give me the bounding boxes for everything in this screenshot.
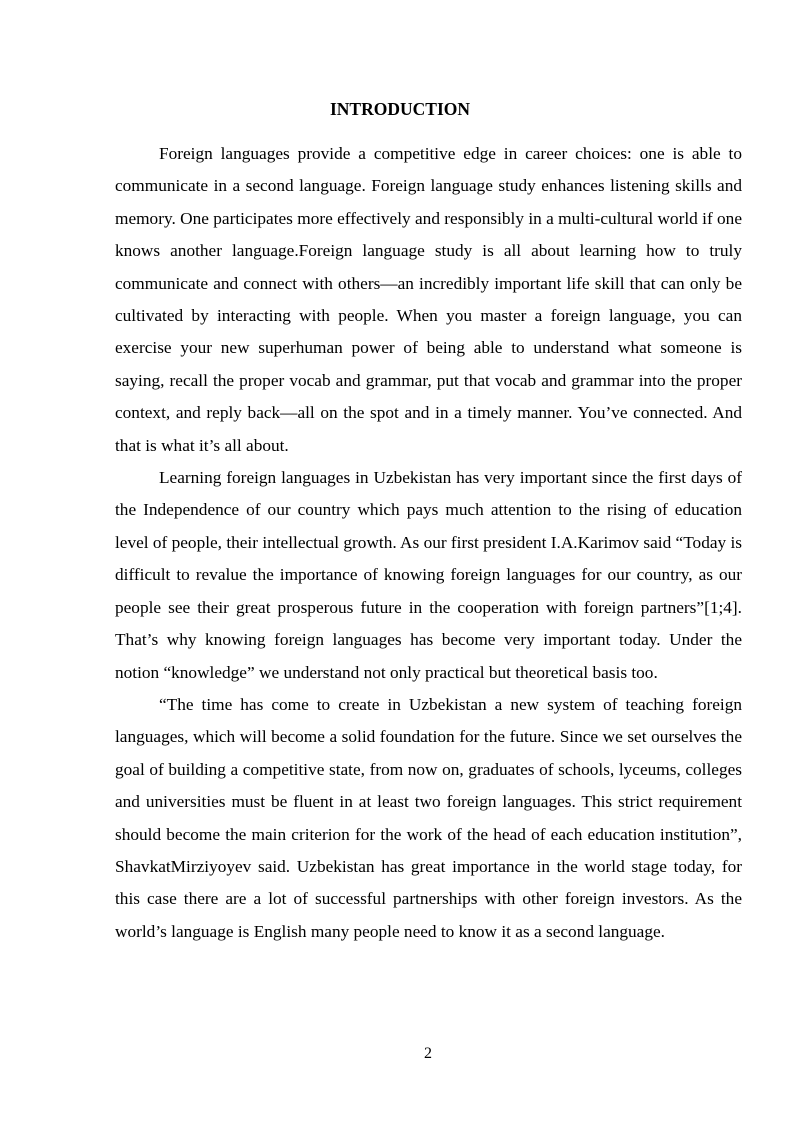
page-number: 2 bbox=[424, 1045, 432, 1062]
paragraph-3: “The time has come to create in Uzbekistan a new system of teaching foreign languages, which will become a solid foundation for the future. Since we set ourselves the goal of building a competitive state, from now on, graduates of schools, lyceums, colleges and universities must be fluent in at least two foreign languages. This strict requirement should become the main criterion for the work of the head of each education institution”, ShavkatMirziyoyev said. Uzbekistan has great importance in the world stage today, for this case there are a lot of successful partnerships with other foreign investors. As the world’s language is English many people need to know it as a second language. bbox=[115, 694, 742, 941]
body-text bbox=[115, 138, 742, 948]
page-title: INTRODUCTION bbox=[329, 99, 471, 119]
paragraph-1: Foreign languages provide a competitive edge in career choices: one is able to communicate in a second language. Foreign language study enhances listening skills and memory. One participates more effectively and responsibly in a multi-cultural world if one knows another language.Foreign language study is all about learning how to truly communicate and connect with others—an incredibly important life skill that can only be cultivated by interacting with people. When you master a foreign language, you can exercise your new superhuman power of being able to understand what someone is saying, recall the proper vocab and grammar, put that vocab and grammar into the proper context, and reply back—all on the spot and in a timely manner. You’ve connected. And that is what it’s all about. bbox=[115, 144, 742, 455]
paragraph-2: Learning foreign languages in Uzbekistan has very important since the first days of the Independence of our country which pays much attention to the rising of education level of people, their intellectual growth. As our first president I.A.Karimov said “Today is difficult to revalue the importance of knowing foreign languages for our country, as our people see their great prosperous future in the cooperation with foreign partners”[1;4]. That’s why knowing foreign languages has become very important today. Under the notion “knowledge” we understand not only practical but theoretical basis too. bbox=[115, 468, 742, 682]
